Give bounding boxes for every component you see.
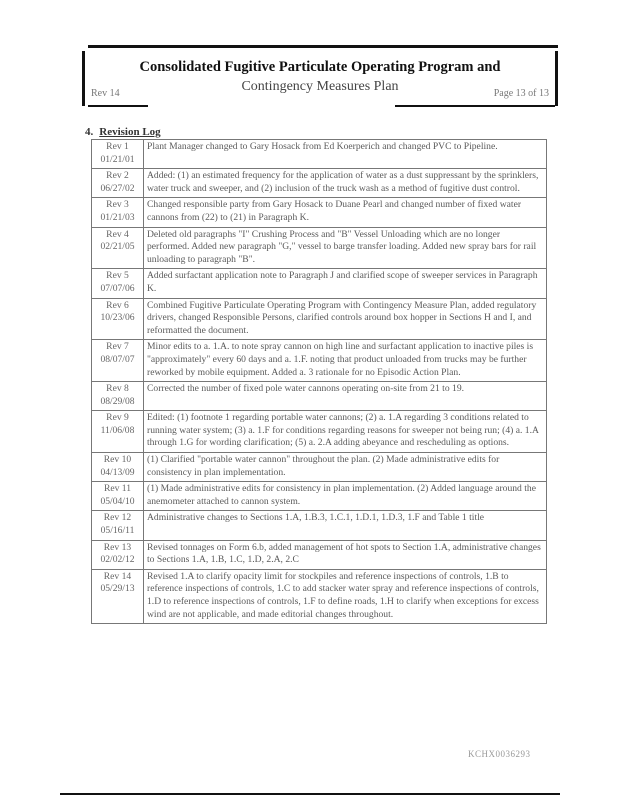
- revision-description: Combined Fugitive Particulate Operating Program with Contingency Measure Plan, added regulatory drivers, changed Responsible Persons, clarified controls around box hopper in Sections H and I, and reformatted the document.: [144, 298, 547, 340]
- revision-date: 05/29/13: [100, 583, 135, 595]
- document-header: [82, 51, 558, 106]
- revision-cell: [92, 269, 144, 298]
- revision-description: Administrative changes to Sections 1.A, 1.B.3, 1.C.1, 1.D.1, 1.D.3, 1.F and Table 1 title: [144, 511, 547, 540]
- document-bates-id: KCHX0036293: [468, 749, 531, 759]
- revision-number: Rev 14: [103, 570, 132, 582]
- revision-date: 04/13/09: [100, 466, 135, 478]
- revision-date: 07/07/06: [100, 282, 135, 294]
- revision-number: Rev 5: [106, 270, 129, 282]
- revision-number: Rev 3: [106, 199, 129, 211]
- revision-description: Edited: (1) footnote 1 regarding portable water cannons; (2) a. 1.A regarding 3 conditions related to running water system; (3) a. 1.F for conditions regarding reasons for sweeper not being run; (4) a. 1.A through 1.G for wording clarification; (5) a. 2.A adding abeyance and rescheduling as options.: [144, 411, 547, 453]
- revision-description: Corrected the number of fixed pole water cannons operating on-site from 21 to 19.: [144, 382, 547, 411]
- revision-date: 02/02/12: [100, 554, 135, 566]
- revision-number: Rev 9: [106, 412, 129, 424]
- revision-date: 11/06/08: [100, 424, 135, 436]
- revision-description: Added: (1) an estimated frequency for the application of water as a dust suppressant by the sprinklers, water truck and sweeper, and (2) inclusion of the truck wash as a method of fugitive dust control.: [144, 169, 547, 198]
- revision-description: Revised 1.A to clarify opacity limit for stockpiles and reference inspections of controls, 1.B to reference inspections of controls, 1.C to add stacker water spray and reference inspections of controls, 1.D to reference inspections of controls, 1.F to define roads, 1.H to clarify when exceptions for excess wind are not applicable, and made editorial changes throughout.: [144, 569, 547, 623]
- revision-number: Rev 12: [103, 512, 132, 524]
- revision-log-row: [92, 540, 547, 569]
- revision-cell: [92, 382, 144, 411]
- revision-cell: [92, 198, 144, 227]
- document-title: [85, 57, 555, 97]
- revision-description: Deleted old paragraphs "I" Crushing Process and "B" Vessel Unloading which are no longer performed. Added new paragraph "G," vessel to barge transfer loading. Added new spray bars for rail unloading to paragraph "B".: [144, 227, 547, 269]
- scan-artifact-top: [88, 45, 558, 48]
- revision-log-row: [92, 227, 547, 269]
- revision-number: Rev 6: [106, 299, 129, 311]
- revision-number: Rev 13: [103, 541, 132, 553]
- revision-number: Rev 11: [103, 483, 132, 495]
- revision-description: (1) Made administrative edits for consistency in plan implementation. (2) Added language around the anemometer attached to cannon system.: [144, 482, 547, 511]
- revision-log-row: [92, 269, 547, 298]
- revision-number: Rev 7: [106, 341, 129, 353]
- revision-description: Minor edits to a. 1.A. to note spray cannon on high line and surfactant application to inactive piles is "approximately" every 60 days and a. 1.F. noting that product unloaded from trucks may be further reworked by mobile equipment. Added a. 3 rationale for no Episodic Action Plan.: [144, 340, 547, 382]
- section-heading: [85, 126, 161, 138]
- revision-log-row: [92, 340, 547, 382]
- revision-cell: [92, 169, 144, 198]
- revision-log-row: [92, 382, 547, 411]
- revision-description: Added surfactant application note to Paragraph J and clarified scope of sweeper services in Paragraph K.: [144, 269, 547, 298]
- header-page-number: Page 13 of 13: [493, 88, 549, 99]
- revision-date: 05/16/11: [100, 525, 135, 537]
- revision-log-row: [92, 569, 547, 623]
- revision-log-row: [92, 198, 547, 227]
- revision-cell: [92, 340, 144, 382]
- revision-cell: [92, 540, 144, 569]
- document-title-line2: Contingency Measures Plan: [241, 79, 399, 94]
- revision-cell: [92, 453, 144, 482]
- revision-number: Rev 2: [106, 170, 129, 182]
- document-title-line1: Consolidated Fugitive Particulate Operating Program and: [139, 59, 501, 75]
- revision-date: 01/21/03: [100, 211, 135, 223]
- revision-cell: [92, 482, 144, 511]
- section-title: Revision Log: [99, 126, 161, 138]
- revision-log-row: [92, 453, 547, 482]
- revision-description: Plant Manager changed to Gary Hosack from Ed Koerperich and changed PVC to Pipeline.: [144, 140, 547, 169]
- revision-log-row: [92, 482, 547, 511]
- revision-cell: [92, 140, 144, 169]
- header-revision: Rev 14: [91, 88, 120, 99]
- revision-number: Rev 4: [106, 228, 129, 240]
- revision-date: 08/07/07: [100, 353, 135, 365]
- revision-date: 08/29/08: [100, 395, 135, 407]
- section-number: 4.: [85, 126, 94, 138]
- revision-cell: [92, 227, 144, 269]
- revision-description: (1) Clarified "portable water cannon" throughout the plan. (2) Made administrative edits for consistency in plan implementation.: [144, 453, 547, 482]
- revision-log-row: [92, 511, 547, 540]
- revision-log-row: [92, 411, 547, 453]
- revision-log-row: [92, 298, 547, 340]
- revision-cell: [92, 298, 144, 340]
- revision-date: 10/23/06: [100, 312, 135, 324]
- revision-date: 05/04/10: [100, 495, 135, 507]
- revision-log-row: [92, 140, 547, 169]
- revision-log-row: [92, 169, 547, 198]
- revision-cell: [92, 569, 144, 623]
- revision-description: Changed responsible party from Gary Hosack to Duane Pearl and changed number of fixed water cannons from (22) to (21) in Paragraph K.: [144, 198, 547, 227]
- revision-number: Rev 8: [106, 383, 129, 395]
- revision-log-table: [91, 139, 547, 624]
- revision-date: 02/21/05: [100, 241, 135, 253]
- revision-cell: [92, 511, 144, 540]
- revision-number: Rev 1: [106, 141, 129, 152]
- revision-date: 01/21/01: [100, 153, 135, 165]
- revision-cell: [92, 411, 144, 453]
- revision-number: Rev 10: [103, 454, 132, 466]
- scan-artifact-bottom: [60, 793, 560, 795]
- revision-description: Revised tonnages on Form 6.b, added management of hot spots to Section 1.A, administrative changes to Sections 1.A, 1.B, 1.C, 1.D, 2.A, 2.C: [144, 540, 547, 569]
- revision-date: 06/27/02: [100, 182, 135, 194]
